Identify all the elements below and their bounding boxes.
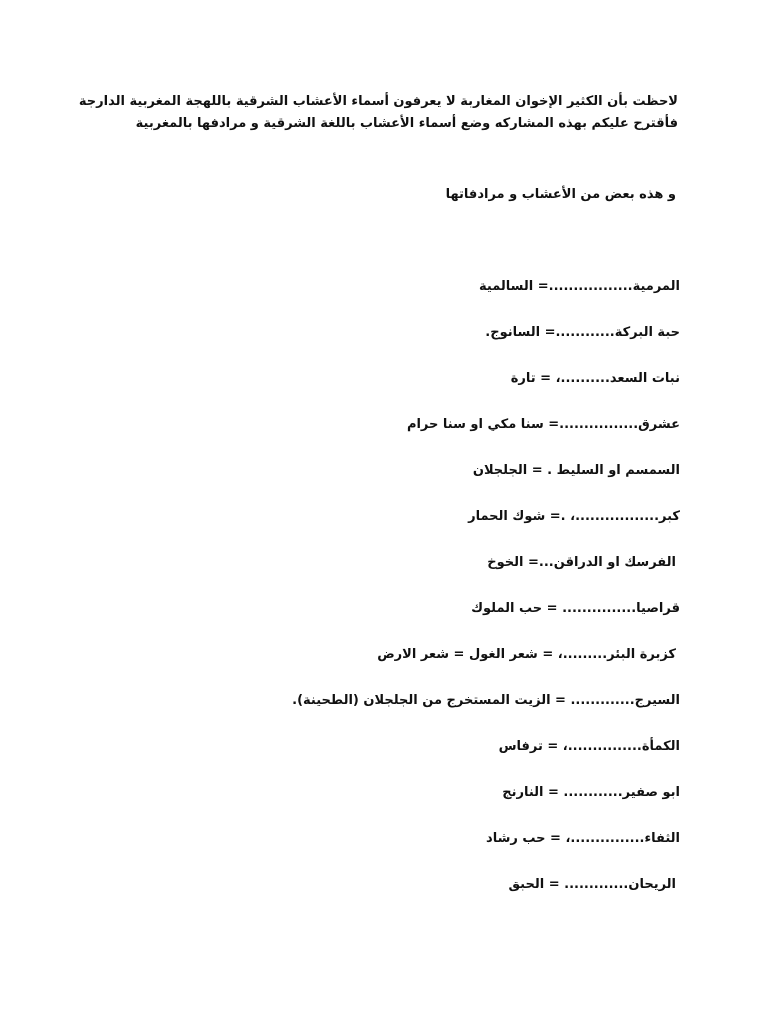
herb-line-6: كبر.................، .= شوك الحمار [468,509,680,524]
subtitle: و هذه بعض من الأعشاب و مرادفاتها [445,187,676,202]
herb-line-9: كزبرة البئر.........، = شعر الغول = شعر الارض [377,647,676,662]
intro-line-1: لاحظت بأن الكثير الإخوان المغاربة لا يعرفون أسماء الأعشاب الشرقية باللهجة المغربية الدارجة [78,94,678,109]
herb-line-8: قراصيا............... = حب الملوك [471,601,680,616]
herb-line-5: السمسم او السليط . = الجلجلان [472,463,680,478]
herb-line-7: الفرسك او الدراقن...= الخوخ [487,555,676,570]
herb-line-4: عشرق................= سنا مكي او سنا حرام [406,417,680,432]
herb-line-14: الريحان............. = الحبق [508,877,676,892]
herb-line-2: حبة البركة............= السانوج. [485,325,680,340]
herb-line-1: المرمية.................= السالمية [479,279,680,294]
herb-line-3: نبات السعد..........، = تارة [510,371,680,386]
herb-line-11: الكمأة...............، = ترفاس [498,739,680,754]
intro-line-2: فأقترح عليكم بهذه المشاركه وضع أسماء الأعشاب باللغة الشرقية و مرادفها بالمغربية [135,116,678,131]
herb-line-13: الثفاء...............، = حب رشاد [486,831,680,846]
herb-line-10: السيرج............. = الزيت المستخرج من الجلجلان (الطحينة). [292,693,680,708]
herb-line-12: ابو صفير............ = النارنج [502,785,680,800]
